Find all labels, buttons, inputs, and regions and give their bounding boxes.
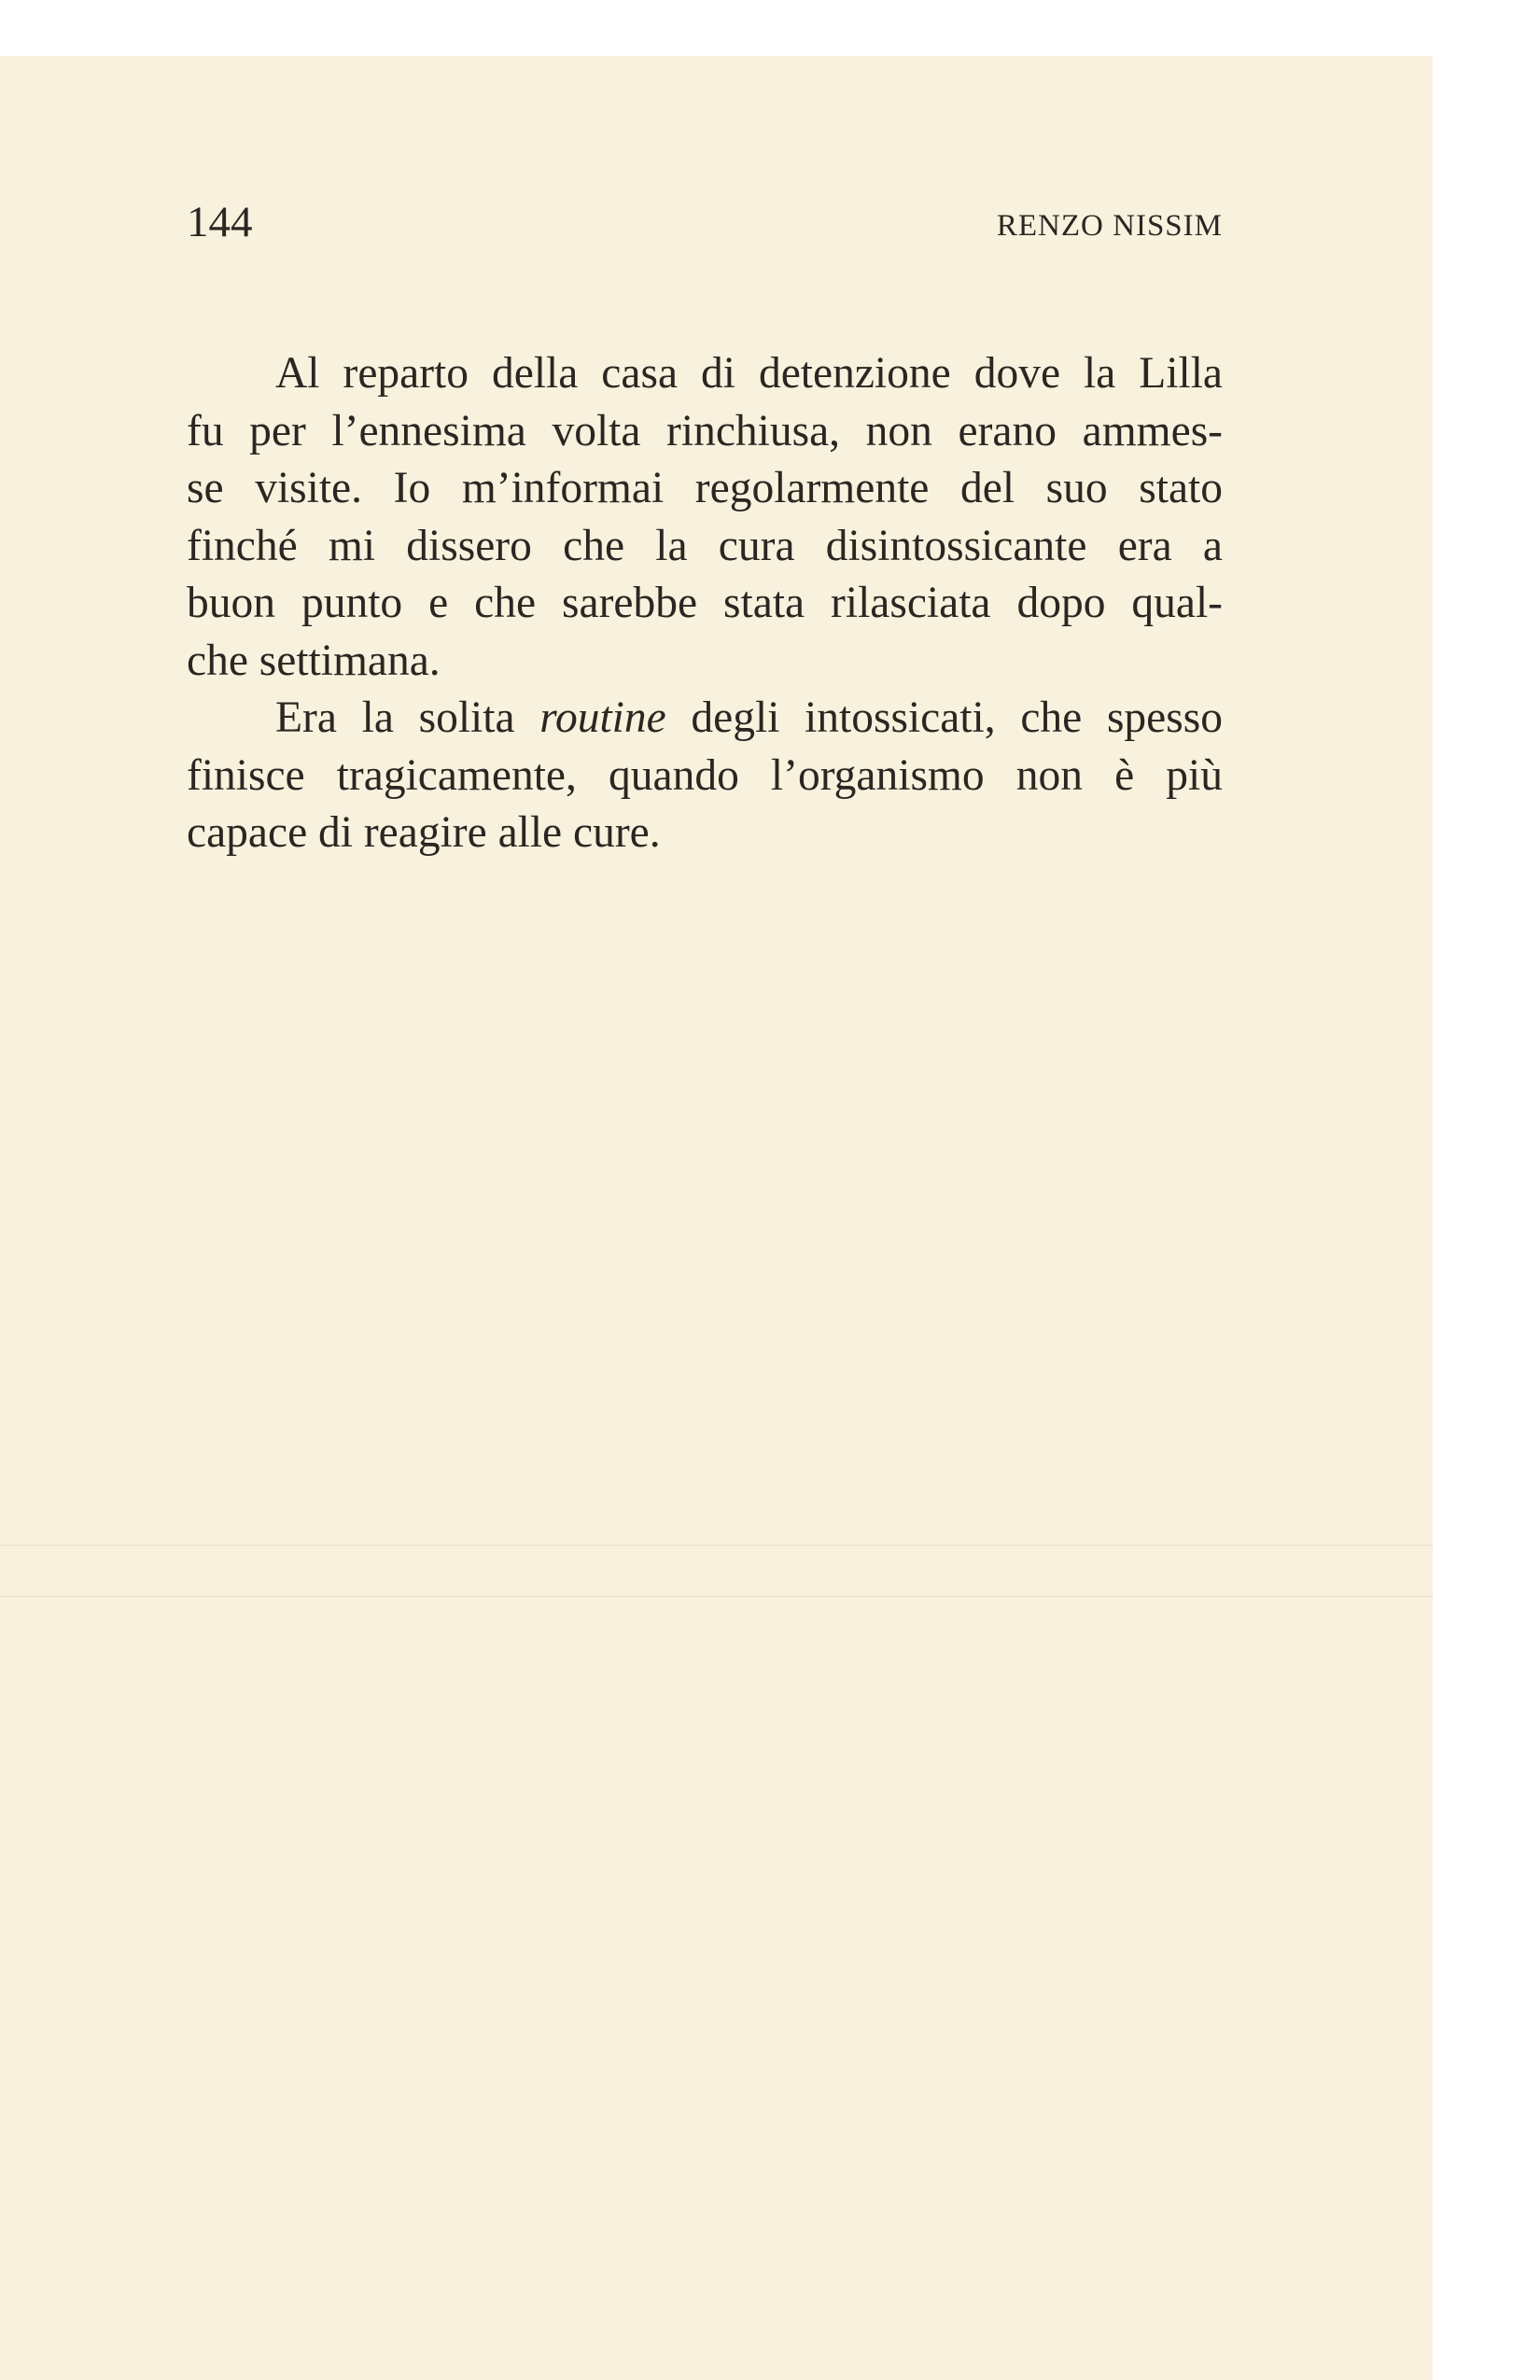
paragraph — [187, 345, 1223, 690]
text-line: finisce tragicamente, quando l’organismo non è più — [187, 750, 1223, 800]
text-line: capace di reagire alle cure. — [187, 808, 661, 857]
page-crease — [0, 1545, 1433, 1546]
paragraph — [187, 690, 1223, 862]
text-line: fu per l’ennesima volta rinchiusa, non erano ammes- — [187, 406, 1223, 455]
page-crease — [0, 1596, 1433, 1597]
text-line: che settimana. — [187, 636, 441, 685]
italic-word: routine — [539, 693, 666, 742]
body-text — [187, 345, 1223, 862]
page-header — [187, 194, 1223, 250]
running-head: RENZO NISSIM — [996, 209, 1223, 243]
text-line: buon punto e che sarebbe stata rilasciata dopo qual- — [187, 579, 1223, 627]
text-line — [187, 690, 1223, 748]
text-line: se visite. Io m’informai regolarmente del suo stato — [187, 464, 1223, 512]
text-segment: degli intossicati, che spesso — [665, 693, 1223, 742]
text-line: Al reparto della casa di detenzione dove la Lilla — [275, 349, 1223, 398]
page-number: 144 — [187, 198, 253, 246]
text-segment: Era la solita — [275, 693, 540, 742]
text-line: finché mi dissero che la cura disintossicante era a — [187, 521, 1223, 570]
